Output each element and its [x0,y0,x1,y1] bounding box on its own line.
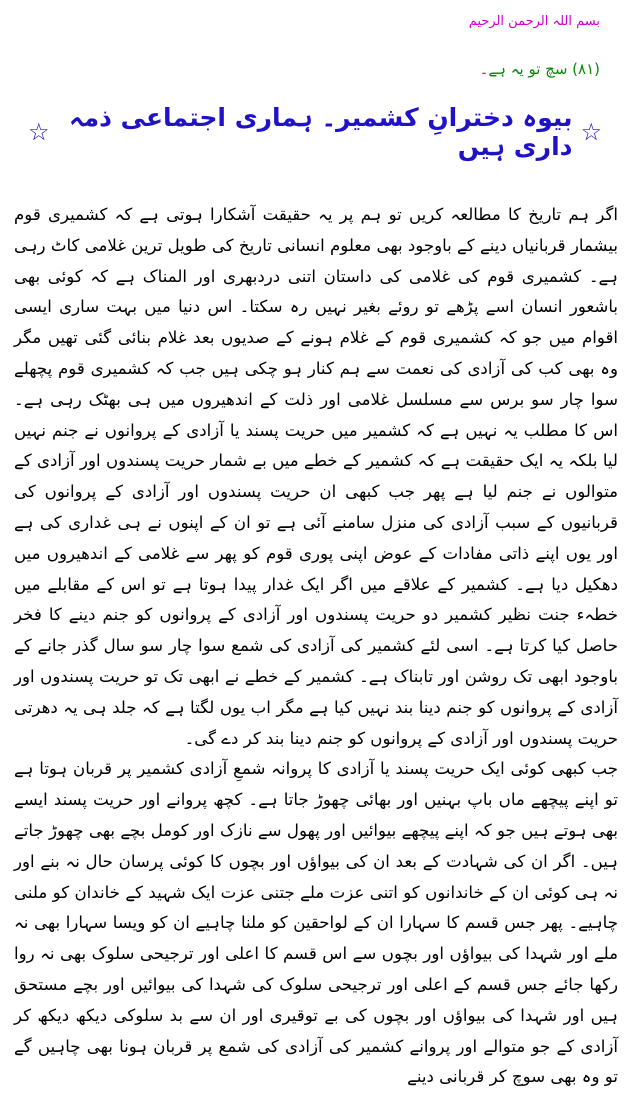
paragraph: جب کبھی کوئی ایک حریت پسند یا آزادی کا پروانہ شمعِ آزادی کشمیر پر قربان ہوتا ہے تو اپنے پیچھے ماں باپ بہنیں اور بھائی چھوڑ جاتا ہے۔ کچھ پروانے اور حریت پسند ایسے بھی ہوتے ہیں جو کہ اپنے پیچھے بیوائیں اور پھول سے نازک اور کومل بچے بھی چھوڑ جاتے ہیں۔ اگر ان کی شہادت کے بعد ان کی بیواؤں اور بچوں کا کوئی پرسان حال نہ بنے اور نہ ہی کوئی ان کے خاندانوں کو اتنی عزت ملے جتنی عزت ایک شہید کے خاندان کو ملنی چاہیے۔ پھر جس قسم کا سہارا ان کے لواحقین کو ملنا چاہیے ان کو ویسا سہارا بھی نہ ملے اور شہدا کی بیواؤں اور بچوں سے اس قسم کا اعلی اور ترجیحی سلوک بھی نہ روا رکھا جائے جس قسم کے اعلی اور ترجیحی سلوک کی شہدا کی بیوائیں اور بچے مستحق ہیں اور شہدا کی بیواؤں اور بچوں کی بے توقیری اور ان سے بد سلوکی دیکھ دیکھ کر آزادی کے جو متوالے اور پروانے کشمیر کی آزادی کی شمع پر قربان ہونا بھی چاہیں گے تو وہ بھی سوچ کر قربانی دینے [14,759,618,1087]
article-title [20,103,610,161]
paragraph: اگر ہم تاریخ کا مطالعہ کریں تو ہم پر یہ حقیقت آشکارا ہوتی ہے کہ کشمیری قوم بیشمار قربانیاں دینے کے باوجود بھی معلوم انسانی تاریخ کی طویل ترین غلامی کاٹ رہی ہے۔ کشمیری قوم کی غلامی کی داستان اتنی دردبھری اور المناک ہے کہ کوئی بھی باشعور انسان اسے پڑھے تو روئے بغیر نہیں رہ سکتا۔ اس دنیا میں بہت ساری ایسی اقوام میں جو کہ کشمیری قوم کے غلام ہونے کے صدیوں بعد غلام بنائی گئی تھیں مگر وہ بھی کب کی آزادی کی نعمت سے ہم کنار ہو چکی ہیں جب کہ کشمیری قوم پچھلے سوا چار سو برس سے مسلسل غلامی اور ذلت کے اندھیروں میں ہی بھٹک رہی ہے۔ اس کا مطلب یہ نہیں ہے کہ کشمیر میں حریت پسند یا آزادی کے پروانوں نے جنم نہیں لیا بلکہ یہ ایک حقیقت ہے کہ کشمیر کے خطے میں بے شمار حریت پسندوں اور آزادی کے متوالوں نے جنم لیا ہے پھر جب کبھی ان حریت پسندوں اور آزادی کے پروانوں کی قربانیوں کے سبب آزادی کی منزل سامنے آئی ہے تو ان کے اپنوں نے ہی غداری کی ہے اور یوں اپنے ذاتی مفادات کے عوض اپنی پوری قوم کو پھر سے غلامی کے اندھیروں میں دھکیل دیا ہے۔ کشمیر کے علاقے میں اگر ایک غدار پیدا ہوتا ہے تو اس کے مقابلے میں خطہء جنت نظیر کشمیر دو حریت پسندوں اور آزادی کے پروانوں کو جنم دینے کا فخر حاصل کیا کرتا ہے۔ اسی لئے کشمیر کی آزادی کی شمع سوا چار سو سال گذر جانے کے باوجود ابھی تک روشن اور تابناک ہے۔ کشمیر کے خطے نے ابھی تک تو حریت پسندوں اور آزادی کے پروانوں کو جنم دینا بند نہیں کیا ہے مگر اب یوں لگتا ہے کہ جلد ہی یہ دھرتی حریت پسندوں اور آزادی کے پروانوں کو جنم دینا بند کر دے گی۔ [14,205,618,748]
star-icon: ☆ [28,118,50,146]
bismillah-header: بسم اللہ الرحمن الرحیم [468,14,600,29]
page-reference: (۸۱) سچ تو یہ ہے۔ [479,60,600,78]
star-icon: ☆ [580,118,602,146]
article-body [14,200,618,1093]
article-title-text: بیوہ دخترانِ کشمیر۔ ہماری اجتماعی ذمہ داری ہیں [69,103,573,161]
